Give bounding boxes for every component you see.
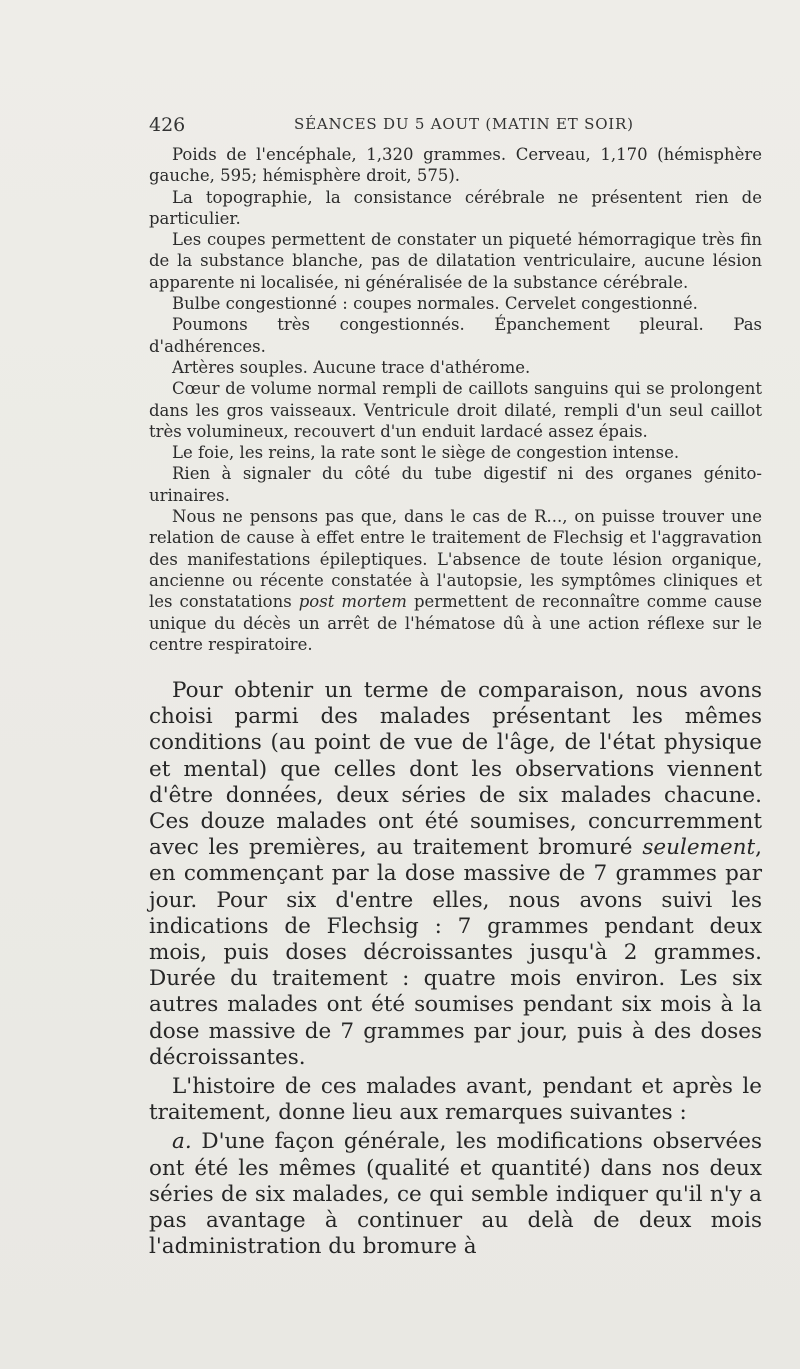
page-number: 426 [149,114,186,136]
paragraph-bulb: Bulbe congestionné : coupes normales. Cervelet congestionné. [172,294,698,314]
running-title: SÉANCES DU 5 AOUT (MATIN ET SOIR) [294,115,634,133]
remark-label-a: a. [172,1129,192,1155]
paragraph-brain-weight: Poids de l'encéphale, 1,320 grammes. Cerveau, 1,170 (hémisphère gauche, 595; hémisphère droit, 575). [149,145,762,186]
paragraph-conclusion [149,506,762,655]
conclusion-italic-post-mortem: post mortem [298,592,407,612]
paragraph-comparison [149,678,762,1071]
paragraph-topography: La topographie, la consistance cérébrale ne présentent rien de particulier. [149,187,762,228]
paragraph-arteries: Artères souples. Aucune trace d'athérome. [172,357,531,377]
comparison-text-1: Pour obtenir un terme de comparaison, nous avons choisi parmi des malades présentant les mêmes conditions (au point de vue de l'âge, de l'état physique et mental) que celles dont les observations viennent d'être données, deux séries de six malades chacune. Ces douze malades ont été soumises, concurremment avec les premières, au traitement bromuré [149,678,762,861]
remark-a-text: D'une façon générale, les modifications observées ont été les mêmes (qualité et quantité) dans nos deux séries de six malades, ce qui semble indiquer qu'il n'y a pas avantage à continuer au delà de deux mois l'administration du bromure à [149,1129,762,1260]
autopsy-report-text [149,144,762,655]
comparison-italic-seulement: seulement [642,835,756,861]
paragraph-heart: Cœur de volume normal rempli de caillots sanguins qui se prolongent dans les gros vaisseaux. Ventricule droit dilaté, rempli d'un seul caillot très volumineux, recouvert d'un enduit lardacé assez épais. [149,379,762,441]
conclusion-text-1: Nous ne pensons pas que, dans le cas de R..., on puisse trouver une relation de cause à effet entre le traitement de Flechsig et l'aggravation des manifestations épileptiques. L'absence de toute lésion organique, ancienne ou récente constatée à l'autopsie, les symptômes cliniques et les constatations [149,507,762,612]
running-head [149,114,762,138]
paragraph-liver: Le foie, les reins, la rate sont le siège de congestion intense. [172,443,680,463]
conclusion-text-2: permettent de reconnaître comme cause unique du décès un arrêt de l'hématose dû à une action réflexe sur le centre respiratoire. [149,592,763,654]
comparison-text [149,678,762,1260]
paragraph-digestive: Rien à signaler du côté du tube digestif ni des organes génito-urinaires. [149,464,762,505]
paragraph-remark-a [149,1129,762,1260]
paragraph-sections: Les coupes permettent de constater un piqueté hémorragique très fin de la substance blanche, pas de dilatation ventriculaire, aucune lésion apparente ni localisée, ni généralisée de la substance cérébrale. [149,230,762,292]
paragraph-history: L'histoire de ces malades avant, pendant et après le traitement, donne lieu aux remarques suivantes : [149,1074,762,1126]
paragraph-lungs: Poumons très congestionnés. Épanchement pleural. Pas d'adhérences. [149,315,762,356]
comparison-text-2: , en commençant par la dose massive de 7 grammes par jour. Pour six d'entre elles, nous avons suivi les indications de Flechsig : 7 grammes pendant deux mois, puis doses décroissantes jusqu'à 2 grammes. Durée du traitement : quatre mois environ. Les six autres malades ont été soumises pendant six mois à la dose massive de 7 grammes par jour, puis à des doses décroissantes. [149,835,762,1070]
